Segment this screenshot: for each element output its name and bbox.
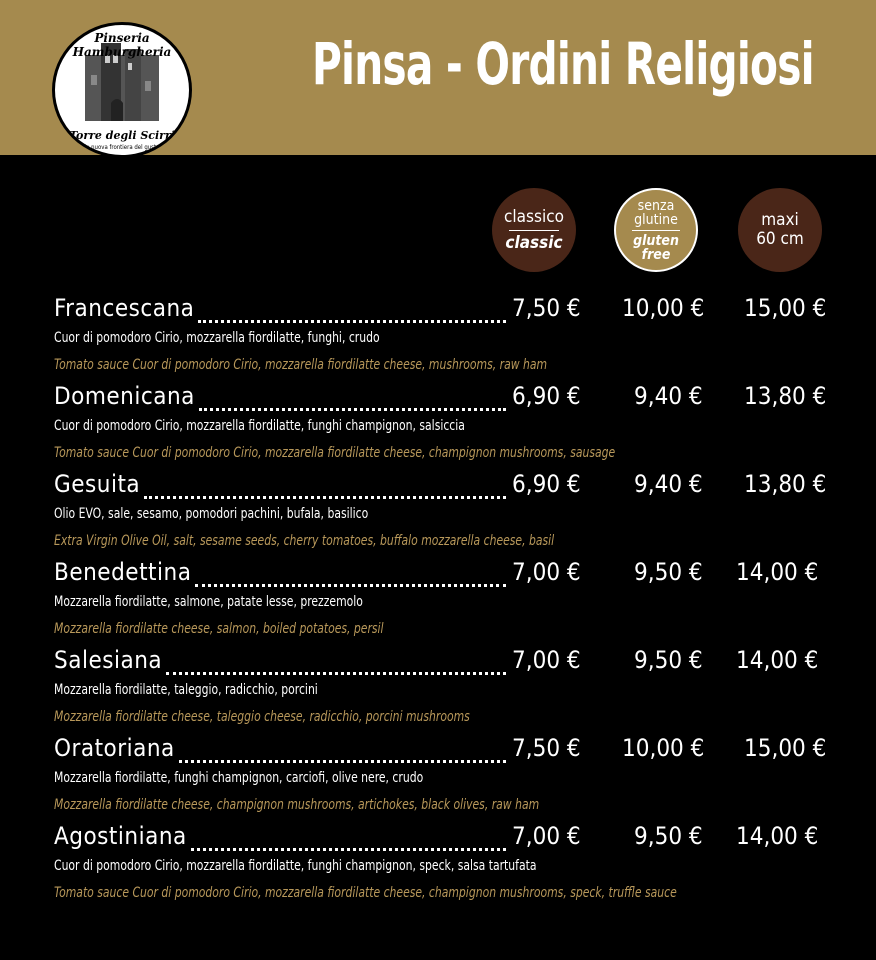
item-name: Gesuita (54, 470, 141, 498)
price-gluten-free: 9,50 € (634, 558, 703, 586)
logo-tagline: la nuova frontiera del gusto (84, 144, 160, 151)
price-gluten-free: 9,50 € (634, 646, 703, 674)
badge-label-en: classic (505, 232, 563, 253)
item-name: Salesiana (54, 646, 163, 674)
leader-dots (198, 300, 506, 323)
price-gluten-free: 10,00 € (622, 734, 705, 762)
column-badge-maxi (738, 188, 822, 272)
leader-dots (166, 652, 506, 675)
price-gluten-free: 9,40 € (634, 382, 703, 410)
item-description: Mozzarella fiordilatte, funghi champignon, carciofi, olive nere, crudo (54, 770, 424, 786)
price-classic: 6,90 € (512, 470, 581, 498)
item-name: Benedettina (54, 558, 192, 586)
item-description-english: Tomato sauce Cuor di pomodoro Cirio, mozzarella fiordilatte cheese, champignon mushrooms, speck, truffle sauce (54, 885, 677, 901)
price-gluten-free: 9,50 € (634, 822, 703, 850)
menu-item (54, 558, 834, 646)
column-badge-gluten-free (614, 188, 698, 272)
item-name: Domenicana (54, 382, 195, 410)
header-banner (0, 0, 876, 155)
logo-text-bottom: Torre degli Scirri (69, 129, 175, 142)
menu-item (54, 382, 834, 470)
price-classic: 7,00 € (512, 558, 581, 586)
badge-label-en: gluten free (633, 232, 679, 263)
item-description: Mozzarella fiordilatte, salmone, patate lesse, prezzemolo (54, 594, 363, 610)
badge-label: senza glutine (634, 197, 678, 228)
price-maxi: 15,00 € (744, 734, 827, 762)
item-description-english: Tomato sauce Cuor di pomodoro Cirio, mozzarella fiordilatte cheese, mushrooms, raw ham (54, 357, 548, 373)
item-name: Agostiniana (54, 822, 187, 850)
price-maxi: 14,00 € (736, 558, 819, 586)
price-maxi: 15,00 € (744, 294, 827, 322)
item-description: Olio EVO, sale, sesamo, pomodori pachini, bufala, basilico (54, 506, 369, 522)
price-classic: 7,50 € (512, 734, 581, 762)
leader-dots (199, 388, 506, 411)
item-description: Cuor di pomodoro Cirio, mozzarella fiordilatte, funghi, crudo (54, 330, 380, 346)
menu-item (54, 734, 834, 822)
price-maxi: 13,80 € (744, 470, 827, 498)
price-gluten-free: 10,00 € (622, 294, 705, 322)
item-description: Mozzarella fiordilatte, taleggio, radicchio, porcini (54, 682, 318, 698)
column-badge-classic (492, 188, 576, 272)
item-name: Francescana (54, 294, 195, 322)
item-description-english: Mozzarella fiordilatte cheese, taleggio cheese, radicchio, porcini mushrooms (54, 709, 470, 725)
price-classic: 6,90 € (512, 382, 581, 410)
price-classic: 7,00 € (512, 646, 581, 674)
logo-text-top: Pinseria Hamburgheria (72, 31, 172, 59)
price-maxi: 13,80 € (744, 382, 827, 410)
price-classic: 7,50 € (512, 294, 581, 322)
page-title: Pinsa - Ordini Religiosi (312, 30, 814, 98)
badge-label: classico (504, 206, 564, 227)
badge-label: maxi (761, 210, 799, 230)
price-maxi: 14,00 € (736, 646, 819, 674)
item-name: Oratoriana (54, 734, 175, 762)
restaurant-logo (52, 22, 192, 158)
item-description-english: Tomato sauce Cuor di pomodoro Cirio, mozzarella fiordilatte cheese, champignon mushrooms, sausage (54, 445, 616, 461)
item-description-english: Mozzarella fiordilatte cheese, champignon mushrooms, artichokes, black olives, raw ham (54, 797, 540, 813)
leader-dots (144, 476, 506, 499)
badge-label-size: 60 cm (756, 229, 804, 249)
badge-divider (632, 230, 680, 231)
item-description-english: Extra Virgin Olive Oil, salt, sesame seeds, cherry tomatoes, buffalo mozzarella cheese, basil (54, 533, 555, 549)
leader-dots (191, 828, 506, 851)
menu-item (54, 822, 834, 910)
price-maxi: 14,00 € (736, 822, 819, 850)
menu-item (54, 470, 834, 558)
item-description: Cuor di pomodoro Cirio, mozzarella fiordilatte, funghi champignon, salsiccia (54, 418, 465, 434)
leader-dots (179, 740, 506, 763)
badge-divider (509, 230, 559, 231)
price-gluten-free: 9,40 € (634, 470, 703, 498)
item-description: Cuor di pomodoro Cirio, mozzarella fiordilatte, funghi champignon, speck, salsa tartufata (54, 858, 537, 874)
menu-item (54, 294, 834, 382)
leader-dots (195, 564, 506, 587)
item-description-english: Mozzarella fiordilatte cheese, salmon, boiled potatoes, persil (54, 621, 384, 637)
price-classic: 7,00 € (512, 822, 581, 850)
menu-item (54, 646, 834, 734)
